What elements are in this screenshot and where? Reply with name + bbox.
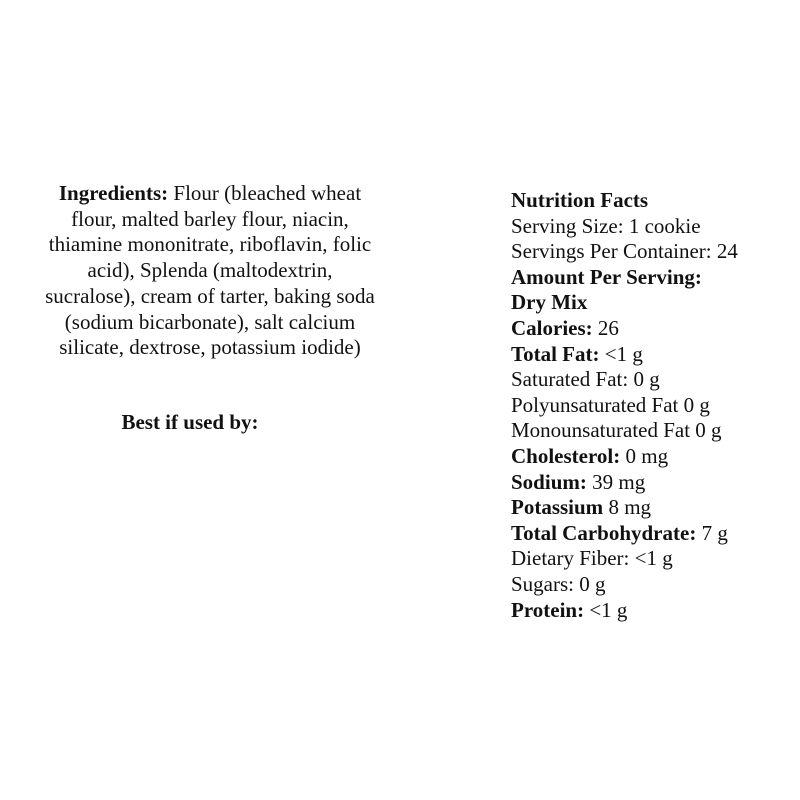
saturated-fat: Saturated Fat: 0 g xyxy=(511,367,660,392)
serving-size: Serving Size: 1 cookie xyxy=(511,213,701,238)
calories-value: 26 xyxy=(592,315,619,340)
cholesterol-label: Cholesterol: xyxy=(511,443,621,468)
total-fat-label: Total Fat: xyxy=(511,341,600,366)
polyunsaturated-fat: Polyunsaturated Fat 0 g xyxy=(511,392,710,417)
calories-row xyxy=(511,316,796,342)
total-fat-value: <1 g xyxy=(599,341,643,366)
ingredients-block xyxy=(40,181,380,361)
sodium-row xyxy=(511,470,796,496)
servings-per-container: Servings Per Container: 24 xyxy=(511,239,738,264)
monounsaturated-fat: Monounsaturated Fat 0 g xyxy=(511,418,722,443)
cholesterol-value: 0 mg xyxy=(620,443,669,468)
total-carbohydrate-label: Total Carbohydrate: xyxy=(511,520,697,545)
dry-mix: Dry Mix xyxy=(511,290,588,315)
protein-value: <1 g xyxy=(584,597,628,622)
sodium-label: Sodium: xyxy=(511,469,587,494)
total-carbohydrate-value: 7 g xyxy=(696,520,728,545)
protein-row xyxy=(511,598,796,624)
calories-label: Calories: xyxy=(511,315,593,340)
total-fat-row xyxy=(511,342,796,368)
dietary-fiber: Dietary Fiber: <1 g xyxy=(511,546,673,571)
potassium-row xyxy=(511,495,796,521)
sugars: Sugars: 0 g xyxy=(511,571,606,596)
total-carbohydrate-row xyxy=(511,521,796,547)
protein-label: Protein: xyxy=(511,597,585,622)
potassium-label: Potassium xyxy=(511,495,604,520)
nutrition-facts-panel xyxy=(511,188,796,623)
ingredients-text: Flour (bleached wheat flour, malted barley flour, niacin, thiamine mononitrate, riboflavin, folic acid), Splenda (maltodextrin, sucralose), cream of tarter, baking soda (sodium bicarbonate), salt calcium silicate, dextrose, potassium iodide) xyxy=(45,181,375,360)
potassium-value: 8 mg xyxy=(603,495,652,520)
sodium-value: 39 mg xyxy=(586,469,646,494)
cholesterol-row xyxy=(511,444,796,470)
nutrition-title: Nutrition Facts xyxy=(511,188,649,212)
amount-per-serving: Amount Per Serving: xyxy=(511,264,702,289)
ingredients-label: Ingredients: xyxy=(58,181,169,205)
best-by-label: Best if used by: xyxy=(121,410,259,434)
